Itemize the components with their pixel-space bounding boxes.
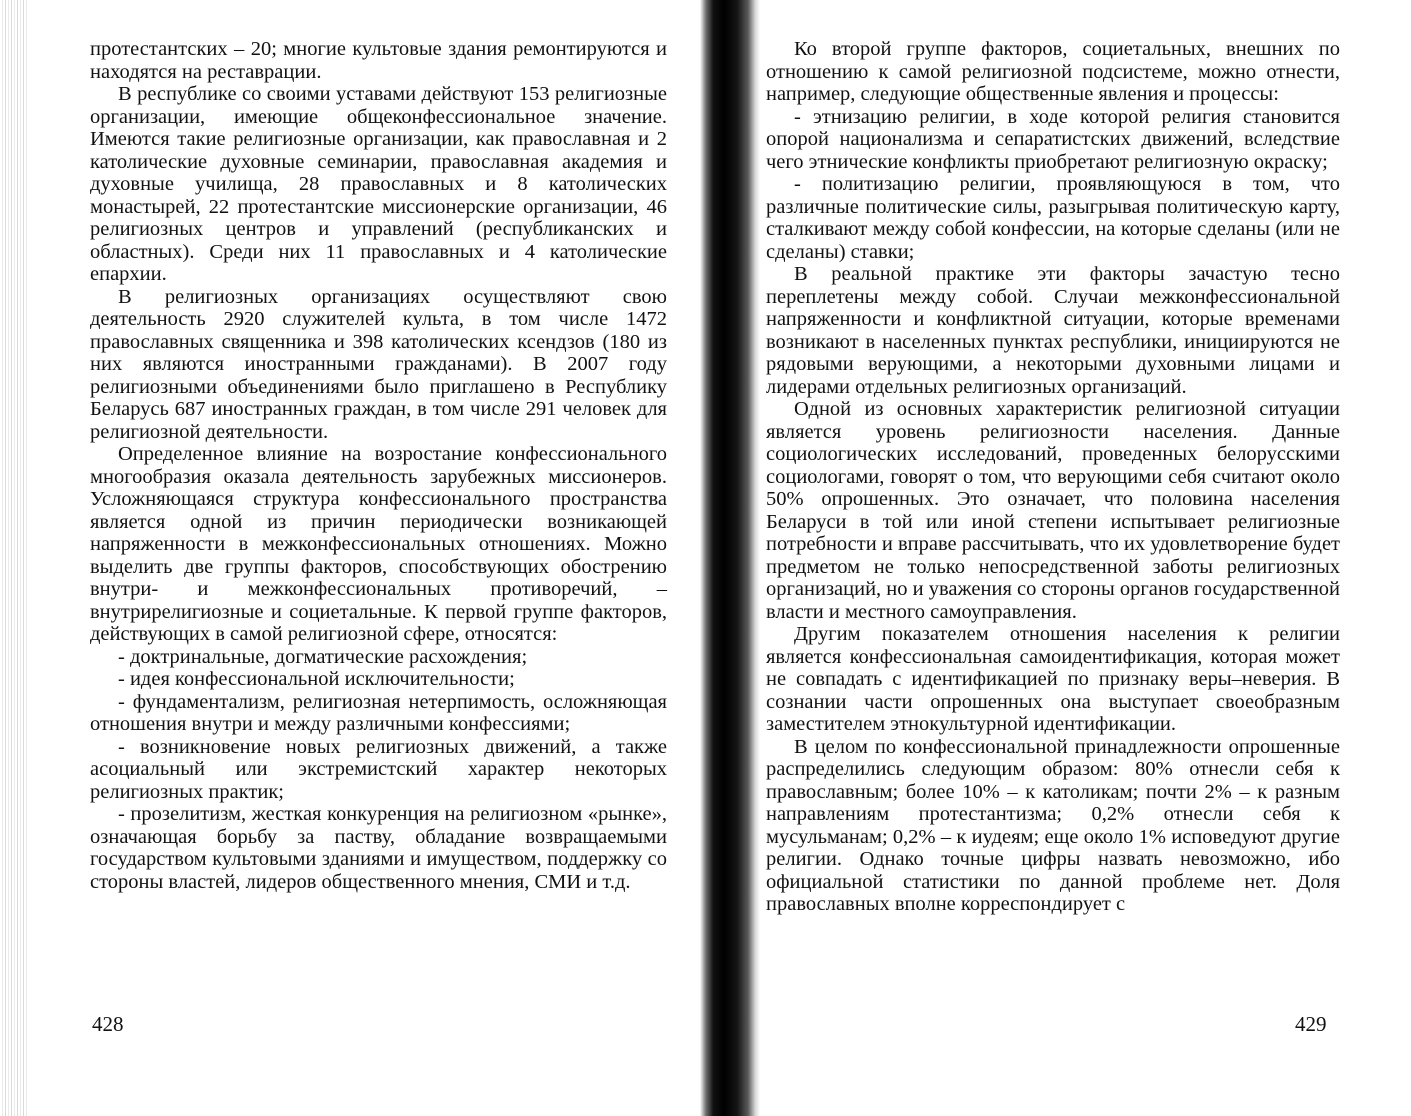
- book-gutter-shadow: [700, 0, 760, 1116]
- left-paragraph-3: В религиозных организациях осуществляют свою деятельность 2920 служителей культа, в том числе 1472 православных священника и 398 католических ксендзов (180 из них являются иностранными гражданами). В 2007 году религиозными объединениями было приглашено в Республику Беларусь 687 иностранных граждан, в том числе 291 человек для религиозной деятельности.: [90, 285, 667, 443]
- right-paragraph-3: Одной из основных характеристик религиозной ситуации является уровень религиозности населения. Данные социологических исследований, проведенных белорусскими социологами, говорят о том, что верующими себя считают около 50% опрошенных. Это означает, что половина населения Беларуси в той или иной степени испытывает религиозные потребности и вправе рассчитывать, что их удовлетворение будет предметом не только непосредственной заботы религиозных организаций, но и уважения со стороны органов государственной власти и местного самоуправления.: [766, 398, 1341, 623]
- right-paragraph-1: Ко второй группе факторов, социетальных, внешних по отношению к самой религиозной подсистеме, можно отнести, например, следующие общественные явления и процессы:: [766, 38, 1340, 105]
- left-page: [90, 38, 667, 893]
- right-paragraph-4: Другим показателем отношения населения к религии является конфессиональная самоидентификация, которая может не совпадать с идентификацией по признаку веры–неверия. В сознании части опрошенных она выступает своеобразным заместителем этнокультурной идентификации.: [766, 623, 1340, 735]
- left-list-item-3: - фундаментализм, религиозная нетерпимость, осложняющая отношения внутри и между различными конфессиями;: [90, 690, 667, 735]
- right-list-item-1: - этнизацию религии, в ходе которой религия становится опорой национализма и сепаратистских движений, вследствие чего этнические конфликты приобретают религиозную окраску;: [766, 105, 1340, 173]
- left-page-number: 428: [92, 1012, 124, 1036]
- left-paragraph-4: Определенное влияние на возростание конфессионального многообразия оказала деятельность зарубежных миссионеров. Усложняющаяся структура конфессионального пространства является одной из причин периодически возникающей напряженности в межконфессиональных отношениях. Можно выделить две группы факторов, способствующих обострению внутри- и межконфессиональных противоречий, – внутрирелигиозные и социетальные. К первой группе факторов, действующих в самой религиозной сфере, относятся:: [90, 443, 667, 645]
- right-page-number: 429: [1295, 1012, 1327, 1036]
- left-list-item-1: - доктринальные, догматические расхождения;: [118, 645, 528, 668]
- left-list-item-4: - возникновение новых религиозных движений, а также асоциальный или экстремистский характер некоторых религиозных практик;: [90, 735, 667, 803]
- right-paragraph-5: В целом по конфессиональной принадлежности опрошенные распределились следующим образом: 80% отнесли себя к православным; более 10% – к католикам; почти 2% – к разным направлениям протестантизма; 0,2% отнесли себя к мусульманам; 0,2% – к иудеям; еще около 1% исповедуют другие религии. Однако точные цифры назвать невозможно, ибо официальной статистики по данной проблеме нет. Доля православных вполне корреспондирует с: [766, 735, 1340, 915]
- right-page: [766, 38, 1340, 916]
- left-list-item-2: - идея конфессиональной исключительности;: [118, 668, 515, 690]
- left-list-item-5: - прозелитизм, жесткая конкуренция на религиозном «рынке», означающая борьбу за паству, обладание возвращаемыми государством культовыми зданиями и имуществом, поддержку со стороны властей, лидеров общественного мнения, СМИ и т.д.: [90, 803, 667, 893]
- left-paragraph-1: протестантских – 20; многие культовые здания ремонтируются и находятся на реставрации.: [90, 38, 667, 83]
- right-list-item-2: - политизацию религии, проявляющуюся в том, что различные политические силы, разыгрывая политическую карту, сталкивают между собой конфессии, на которые сделаны (или не сделаны) ставки;: [766, 173, 1340, 263]
- scan-edge-shadow: [0, 0, 28, 1116]
- left-paragraph-2: В республике со своими уставами действуют 153 религиозные организации, имеющие общеконфессиональное значение. Имеются такие религиозные организации, как православная и 2 католические духовные семинарии, православная академия и духовные училища, 28 православных и 8 католических монастырей, 22 протестантские миссионерские организации, 46 религиозных центров и управлений (республиканских и областных). Среди них 11 православных и 4 католические епархии.: [90, 83, 667, 285]
- right-paragraph-2: В реальной практике эти факторы зачастую тесно переплетены между собой. Случаи межконфессиональной напряженности и конфликтной ситуации, которые временами возникают в населенных пунктах республики, инициируются не рядовыми верующими, а некоторыми духовными лицами и лидерами отдельных религиозных организаций.: [766, 263, 1340, 398]
